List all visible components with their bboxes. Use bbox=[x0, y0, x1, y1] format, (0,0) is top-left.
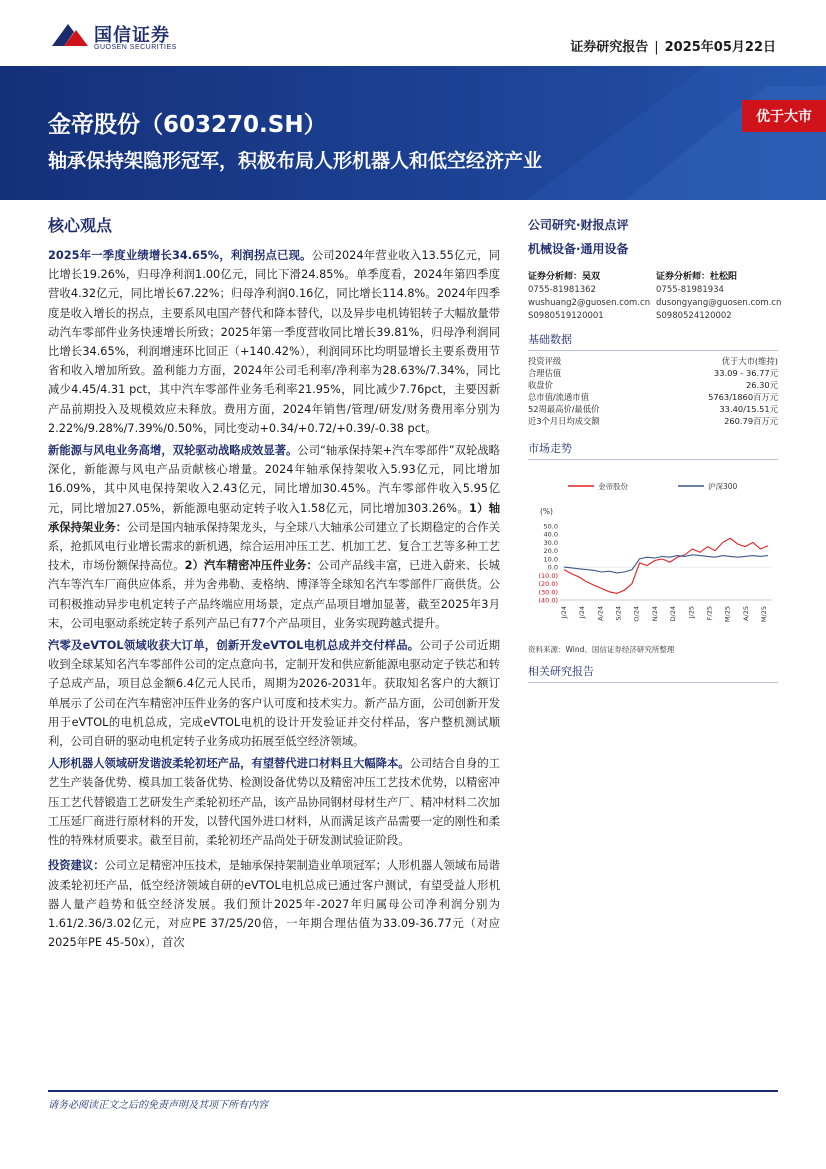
y-tick-label: 10.0 bbox=[543, 554, 558, 563]
paragraph-body: 公司是国内轴承保持架龙头，与全球八大轴承公司建立了长期稳定的合作关系，抢抓风电行业增长需求的新机遇，综合运用冲压工艺、机加工艺、复合工艺等多种工艺技术，市场份额保持高位。 bbox=[48, 520, 500, 573]
basic-data-row bbox=[528, 391, 778, 403]
paragraph-body: 公司“轴承保持架+汽车零部件”双轮战略深化，新能源与风电产品贡献核心增量。2024年轴承保持架收入5.93亿元，同比增加16.09%，其中风电保持架收入2.43亿元，同比增加30.45%。汽车零部件收入5.95亿元，同比增加27.05%，新能源电驱动定转子收入1.58亿元，同比增加303.26%。 bbox=[48, 444, 500, 515]
paragraph-lead: 投资建议： bbox=[48, 859, 105, 873]
basic-data-key: 52周最高价/最低价 bbox=[528, 404, 600, 415]
x-tick-label: F/25 bbox=[705, 605, 714, 620]
x-tick-label: N/24 bbox=[650, 605, 659, 621]
paragraph-body: 公司产品线丰富，已进入蔚来、长城汽车等汽车厂商供应体系，并为舍弗勒、麦格纳、博泽等全球知名汽车零部件厂商供货。公司积极推动异步电机定转子产品终端应用场景，定点产品项目增加显著，截至2025年3月末，公司电驱动系统定转子系列产品已有77个产品项目，业务实现跨越式提升。 bbox=[48, 559, 500, 630]
basic-data-value: 优于大市(维持) bbox=[721, 356, 778, 366]
trend-chart-svg bbox=[528, 464, 778, 642]
paragraph-lead: 新能源与风电业务高增，双轮驱动战略成效显著。 bbox=[48, 444, 298, 458]
logo-text-cn: 国信证券 bbox=[94, 25, 170, 46]
paragraph-q1-results bbox=[48, 246, 500, 438]
paragraph-lead: 人形机器人领域研发谐波柔轮初坯产品，有望替代进口材料且大幅降本。 bbox=[48, 757, 410, 771]
top-header bbox=[0, 0, 826, 66]
title-banner bbox=[0, 66, 826, 200]
paragraph-lead: 汽零及eVTOL领域收获大订单，创新开发eVTOL电机总成并交付样品。 bbox=[48, 639, 420, 653]
rating-badge: 优于大市 bbox=[742, 100, 826, 132]
logo-text-en: GUOSEN SECURITIES bbox=[94, 44, 177, 51]
analyst-phone: 0755-81981362 bbox=[528, 285, 596, 295]
report-date: 2025年05月22日 bbox=[664, 40, 776, 55]
basic-data-key: 总市值/流通市值 bbox=[528, 392, 589, 403]
y-tick-label: (10.0) bbox=[538, 571, 558, 580]
series-line bbox=[564, 554, 768, 572]
report-headline: 轴承保持架隐形冠军，积极布局人形机器人和低空经济产业 bbox=[48, 150, 543, 172]
x-tick-label: S/24 bbox=[614, 605, 623, 621]
legend-label: 金帝股份 bbox=[598, 481, 628, 491]
y-tick-label: 40.0 bbox=[543, 530, 558, 539]
basic-data-row bbox=[528, 415, 778, 427]
analyst-email: dusongyang@guosen.com.cn bbox=[656, 298, 782, 308]
x-tick-label: O/24 bbox=[632, 605, 641, 622]
company-title: 金帝股份（603270.SH） bbox=[48, 112, 327, 138]
analyst-phone: 0755-81981934 bbox=[656, 285, 724, 295]
analyst-email: wushuang2@guosen.com.cn bbox=[528, 298, 651, 308]
related-reports-title: 相关研究报告 bbox=[528, 663, 778, 683]
paragraph-body: 公司子公司近期收到全球某知名汽车零部件公司的定点意向书，定制开发和供应新能源电驱动定子铁芯和转子总成产品，项目总金额6.4亿元人民币，周期为2026-2031年。获取知名客户的大额订单展示了公司在汽车精密冲压件业务的客户认可度和技术实力。新产品方面，公司创新开发用于eVTOL的电机总成，完成eVTOL电机的设计开发验证并交付样品，客户整机测试顺利，公司自研的驱动电机定转子业务成功拓展至低空经济领域。 bbox=[48, 639, 500, 749]
footer-divider bbox=[48, 1090, 778, 1092]
basic-data-value: 33.40/15.51元 bbox=[719, 404, 778, 415]
y-tick-label: (30.0) bbox=[538, 587, 558, 596]
analyst-card bbox=[528, 271, 650, 323]
basic-data-row bbox=[528, 403, 778, 415]
x-tick-label: J/25 bbox=[687, 605, 696, 618]
report-type: 证券研究报告 bbox=[570, 40, 649, 55]
basic-data-value: 260.79百万元 bbox=[724, 416, 778, 427]
x-tick-label: A/25 bbox=[741, 605, 750, 621]
analyst-cert: S0980524120002 bbox=[656, 311, 732, 321]
banner-decoration bbox=[406, 66, 826, 200]
footer-disclaimer: 请务必阅读正文之后的免责声明及其项下所有内容 bbox=[48, 1100, 268, 1111]
sidebar bbox=[528, 213, 782, 683]
core-views bbox=[48, 213, 500, 952]
basic-data-row bbox=[528, 355, 778, 367]
y-tick-label: 50.0 bbox=[543, 522, 558, 531]
section-title: 核心观点 bbox=[48, 216, 113, 235]
paragraph-subhead: 1）轴承保持架业务： bbox=[48, 501, 500, 534]
basic-data-title: 基础数据 bbox=[528, 331, 778, 351]
legend-label: 沪深300 bbox=[708, 481, 738, 491]
paragraph-dual-drive bbox=[48, 441, 500, 633]
category-1: 公司研究·财报点评 bbox=[528, 218, 629, 232]
chart-source: 资料来源：Wind、国信证券经济研究所整理 bbox=[528, 644, 675, 654]
x-tick-label: J/24 bbox=[560, 605, 568, 618]
series-line bbox=[564, 538, 768, 593]
paragraph-evtol bbox=[48, 636, 500, 751]
paragraph-lead: 2025年一季度业绩增长34.65%，利润拐点已现。 bbox=[48, 249, 312, 262]
y-tick-label: 30.0 bbox=[543, 538, 558, 547]
analyst-cert: S0980519120001 bbox=[528, 311, 604, 321]
paragraph-investment bbox=[48, 856, 500, 952]
paragraph-body: 公司结合自身的工艺生产装备优势、模具加工装备优势、检测设备优势以及精密冲压工艺技术优势，以精密冲压工艺代替锻造工艺研发生产柔轮初坯产品，该产品协同钢材母材生产厂、精冲材料二次加工压延厂商进行原材料的开发，以替代国外进口材料，从而满足该产品需要一定的刚性和柔性的特殊材质要求。截至目前，柔轮初坯产品尚处于研发测试验证阶段。 bbox=[48, 757, 500, 848]
x-tick-label: M/25 bbox=[760, 605, 768, 622]
market-trend-chart bbox=[528, 464, 778, 642]
y-tick-label: (20.0) bbox=[538, 579, 558, 588]
y-tick-label: (40.0) bbox=[538, 596, 558, 605]
analyst-name: 证券分析师：杜松阳 bbox=[656, 272, 738, 282]
basic-data-row bbox=[528, 379, 778, 391]
basic-data-value: 5763/1860百万元 bbox=[708, 392, 778, 403]
basic-data-table bbox=[528, 355, 778, 428]
guosen-logo-icon bbox=[50, 20, 90, 50]
y-tick-label: 20.0 bbox=[543, 546, 558, 555]
basic-data-row bbox=[528, 367, 778, 379]
x-tick-label: D/24 bbox=[669, 605, 678, 622]
paragraph-subhead: 2）汽车精密冲压件业务： bbox=[184, 559, 318, 573]
paragraph-body: 公司2024年营业收入13.55亿元，同比增长19.26%，归母净利润1.00亿元，同比下滑24.85%。单季度看，2024年第四季度营收4.32亿元，同比增长67.22%；归母净利润0.16亿，同比增长114.8%。2024年四季度是收入增长的拐点，主要系风电国产替代和降本替代，以及异步电机铸铝转子大幅放量带动汽车零部件业务快速增长所致；2025年第一季度营收同比增长39.81%，归母净利润同比增长34.65%，利润增速环比回正（+140.42%），利润同环比均明显增长主要系费用节省和收入增加所致。盈利能力方面，2024年公司毛利率/净利率为28.63%/7.34%，同比减少4.45/4.31 pct，其中汽车零部件业务毛利率21.95%，同比减少7.76pct，主要因新产品前期投入及规模效应未释放。费用方面，2024年销售/管理/研发/财务费用率分别为2.22%/9.28%/7.39%/0.50%，同比变动+0.34/+0.72/+0.39/-0.38 pct。 bbox=[48, 249, 501, 435]
analyst-list bbox=[528, 271, 782, 323]
meta-separator: | bbox=[654, 40, 659, 55]
x-tick-label: A/24 bbox=[596, 605, 605, 621]
y-axis-label: (%) bbox=[540, 506, 553, 516]
basic-data-key: 合理估值 bbox=[528, 368, 562, 379]
report-meta bbox=[570, 36, 776, 55]
analyst-card bbox=[656, 271, 782, 323]
paragraph-body: 公司立足精密冲压技术，是轴承保持架制造业单项冠军；人形机器人领域布局谐波柔轮初坯产品，低空经济领域自研的eVTOL电机总成已通过客户测试，有望受益人形机器人量产趋势和低空经济发展。我们预计2025年-2027年归属母公司净利润分别为1.61/2.36/3.02亿元，对应PE 37/25/20倍，一年期合理估值为33.09-36.77元（对应2025年PE 45-50x），首次 bbox=[48, 859, 500, 950]
basic-data-key: 投资评级 bbox=[528, 356, 562, 366]
y-tick-label: 0.0 bbox=[547, 563, 558, 572]
basic-data-key: 收盘价 bbox=[528, 380, 553, 391]
paragraph-robotics bbox=[48, 754, 500, 850]
company-logo bbox=[50, 18, 200, 58]
category-2: 机械设备·通用设备 bbox=[528, 242, 629, 256]
basic-data-value: 33.09 - 36.77元 bbox=[713, 368, 778, 379]
analyst-name: 证券分析师：吴双 bbox=[528, 272, 601, 282]
x-tick-label: M/25 bbox=[723, 605, 732, 622]
market-trend-title: 市场走势 bbox=[528, 440, 778, 460]
basic-data-value: 26.30元 bbox=[745, 380, 778, 391]
x-tick-label: J/24 bbox=[578, 605, 587, 618]
basic-data-key: 近3个月日均成交额 bbox=[528, 416, 600, 427]
